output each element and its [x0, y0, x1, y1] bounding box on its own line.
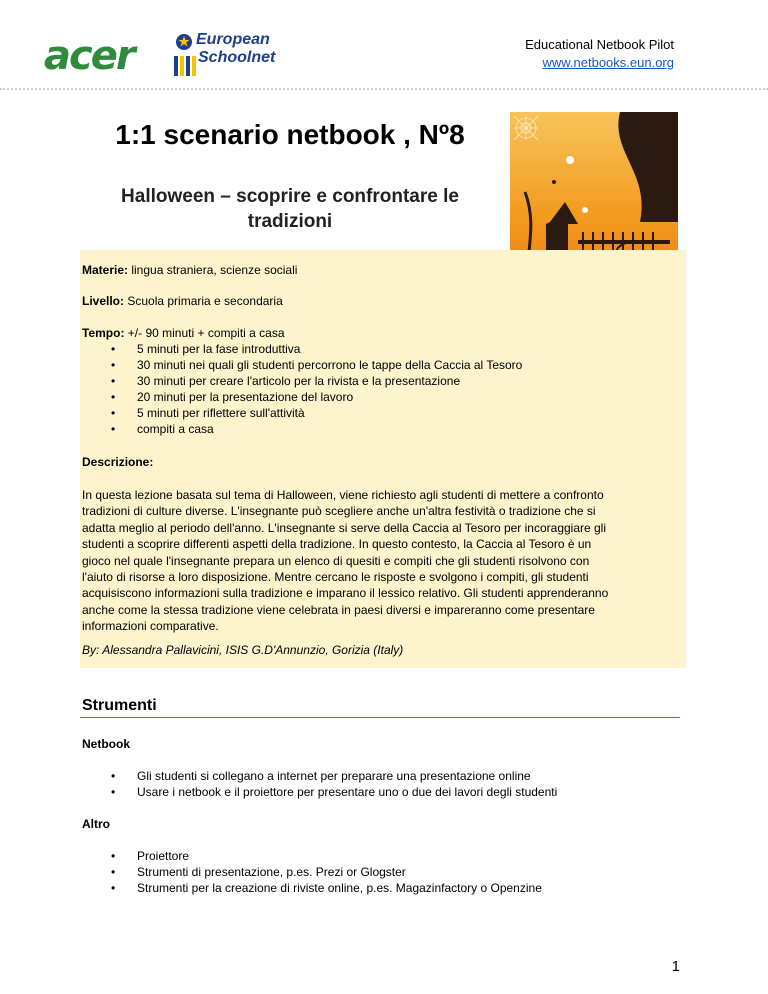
text-line: tradizioni di culture diverse. L'insegnante può scegliere anche un'altra festività o tradizione che si — [82, 504, 596, 519]
materie-value: lingua straniera, scienze sociali — [128, 263, 298, 277]
author-byline: By: Alessandra Pallavicini, ISIS G.D'Annunzio, Gorizia (Italy) — [82, 643, 404, 657]
text-line: informazioni comparative. — [82, 619, 219, 634]
european-schoolnet-logo — [170, 30, 290, 82]
pilot-url-link[interactable]: www.netbooks.eun.org — [542, 55, 674, 70]
descrizione-text — [82, 487, 682, 635]
section-rule — [80, 717, 680, 718]
materie-label: Materie: — [82, 263, 129, 277]
acer-logo: acer — [44, 33, 134, 79]
section-title-strumenti: Strumenti — [82, 697, 157, 714]
livello-row — [82, 294, 283, 309]
tempo-label: Tempo: — [82, 326, 125, 340]
header-info — [525, 36, 674, 72]
descrizione-label: Descrizione: — [82, 455, 154, 469]
text-line: l'aiuto di risorse a loro disposizione. Mentre cercano le risposte e svolgono i compiti, gli studenti — [82, 570, 589, 585]
livello-label: Livello: — [82, 294, 125, 308]
page-number: 1 — [671, 958, 680, 975]
netbook-heading: Netbook — [82, 737, 130, 751]
tempo-value: +/- 90 minuti + compiti a casa — [124, 326, 285, 340]
text-line: acquisiscono informazioni sulla tradizione e imparano il lessico relativo. Gli studenti apprenderanno — [82, 586, 609, 601]
pilot-title: Educational Netbook Pilot — [525, 37, 674, 52]
eun-logo-text-2: Schoolnet — [198, 49, 276, 66]
text-line: anche come la stessa tradizione viene celebrata in paesi diversi e impareranno come presentare — [82, 602, 595, 617]
text-line: In questa lezione basata sul tema di Halloween, viene richiesto agli studenti di mettere a confronto — [82, 488, 604, 502]
tempo-row — [82, 326, 285, 341]
altro-heading: Altro — [82, 817, 110, 831]
header-divider — [0, 88, 768, 90]
page-title: 1:1 scenario netbook , Nº8 — [115, 119, 465, 150]
livello-value: Scuola primaria e secondaria — [124, 294, 283, 308]
text-line: gioco nel quale l'insegnante prepara un elenco di quesiti e compiti che gli studenti risolvono con — [82, 553, 590, 568]
materie-row — [82, 263, 297, 278]
page-subtitle: Halloween – scoprire e confrontare le tradizioni — [121, 186, 459, 232]
text-line: studenti a scoprire differenti aspetti della tradizione. In questo contesto, la Caccia al Tesoro è un — [82, 537, 592, 552]
eun-logo-text-1: European — [196, 31, 270, 48]
text-line: adatta meglio al periodo dell'anno. L'insegnante si serve della Caccia al Tesoro per incoraggiare gli — [82, 520, 607, 535]
